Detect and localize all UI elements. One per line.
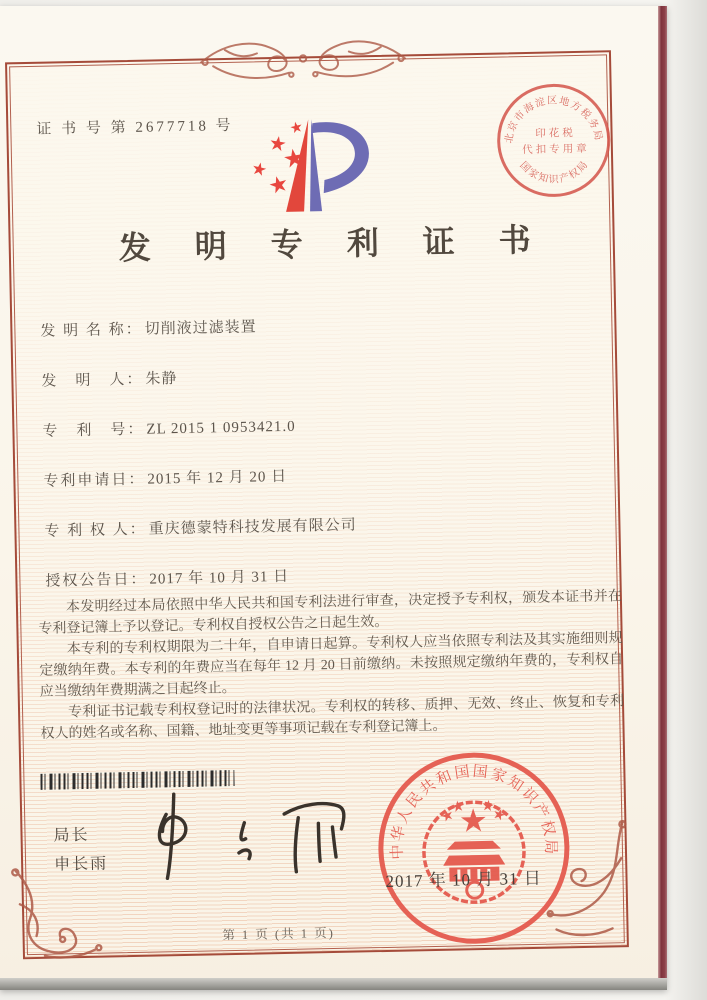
scan-bottom-shadow [0,978,667,990]
tax-withholding-stamp [494,80,614,200]
field-value: 重庆德蒙特科技发展有限公司 [148,517,357,538]
seal-date: 2017 年 10 月 31 日 [385,868,542,891]
page-number: 第 1 页 (共 1 页) [222,925,335,943]
field-label: 专利申请日： [43,471,146,490]
stamp-arc-bottom-text: 国家知识产权局 [517,158,592,186]
director-signature [128,780,362,889]
legal-text-block [38,586,625,745]
star-icon [289,120,303,133]
star-icon [251,161,267,176]
sipo-logo [244,115,402,216]
official-seal [373,747,575,949]
certificate-sheet [0,6,667,990]
director-name: 申长雨 [53,855,109,874]
field-label: 发 明 人： [41,371,144,390]
star-icon [268,174,289,194]
field-label: 发 明 名 称： [40,321,143,340]
paragraph-grant: 本发明经过本局依照中华人民共和国专利法进行审查，决定授予专利权，颁发本证书并在专利登记簿上予以登记。专利权自授权公告之日起生效。 [38,589,623,637]
stamp-arc-top-text: 北京市海淀区地方税务局 [503,95,604,145]
field-value: ZL 2015 1 0953421.0 [146,418,296,438]
logo-p-mark [284,118,370,212]
field-label: 授权公告日： [45,571,148,590]
stamp-center-line2: 代扣专用章 [522,143,590,157]
director-title: 局长 [53,826,90,845]
field-value: 2017 年 10 月 31 日 [149,568,290,588]
field-value: 切削液过滤装置 [144,319,257,338]
field-label: 专 利 权 人： [44,521,147,540]
certificate-number: 证 书 号 第 2677718 号 [36,117,234,138]
director-block [53,821,108,880]
paragraph-register: 专利证书记载专利权登记时的法律状况。专利权的转移、质押、无效、终止、恢复和专利权人的姓名或名称、国籍、地址变更等事项记载在专利登记簿上。 [40,694,625,742]
field-row-inventor [41,367,177,391]
field-label: 专 利 号： [42,421,145,440]
seal-ring-text: 中华人民共和国国家知识产权局 [389,763,558,860]
paragraph-term-fees: 本专利的专利权期限为二十年，自申请日起算。专利权人应当依照专利法及其实施细则规定缴纳年费。本专利的年费应当在每年 12 月 20 日前缴纳。未按照规定缴纳年费的，专利权自应当缴纳年费期满之日起终止。 [39,631,624,700]
field-row-invention-name [40,315,257,340]
certificate-title: 发 明 专 利 证 书 [118,221,550,267]
field-value: 2015 年 12 月 20 日 [147,468,288,488]
field-value: 朱静 [145,371,178,388]
stamp-center-line1: 印花税 [535,127,576,140]
star-icon [269,135,286,152]
